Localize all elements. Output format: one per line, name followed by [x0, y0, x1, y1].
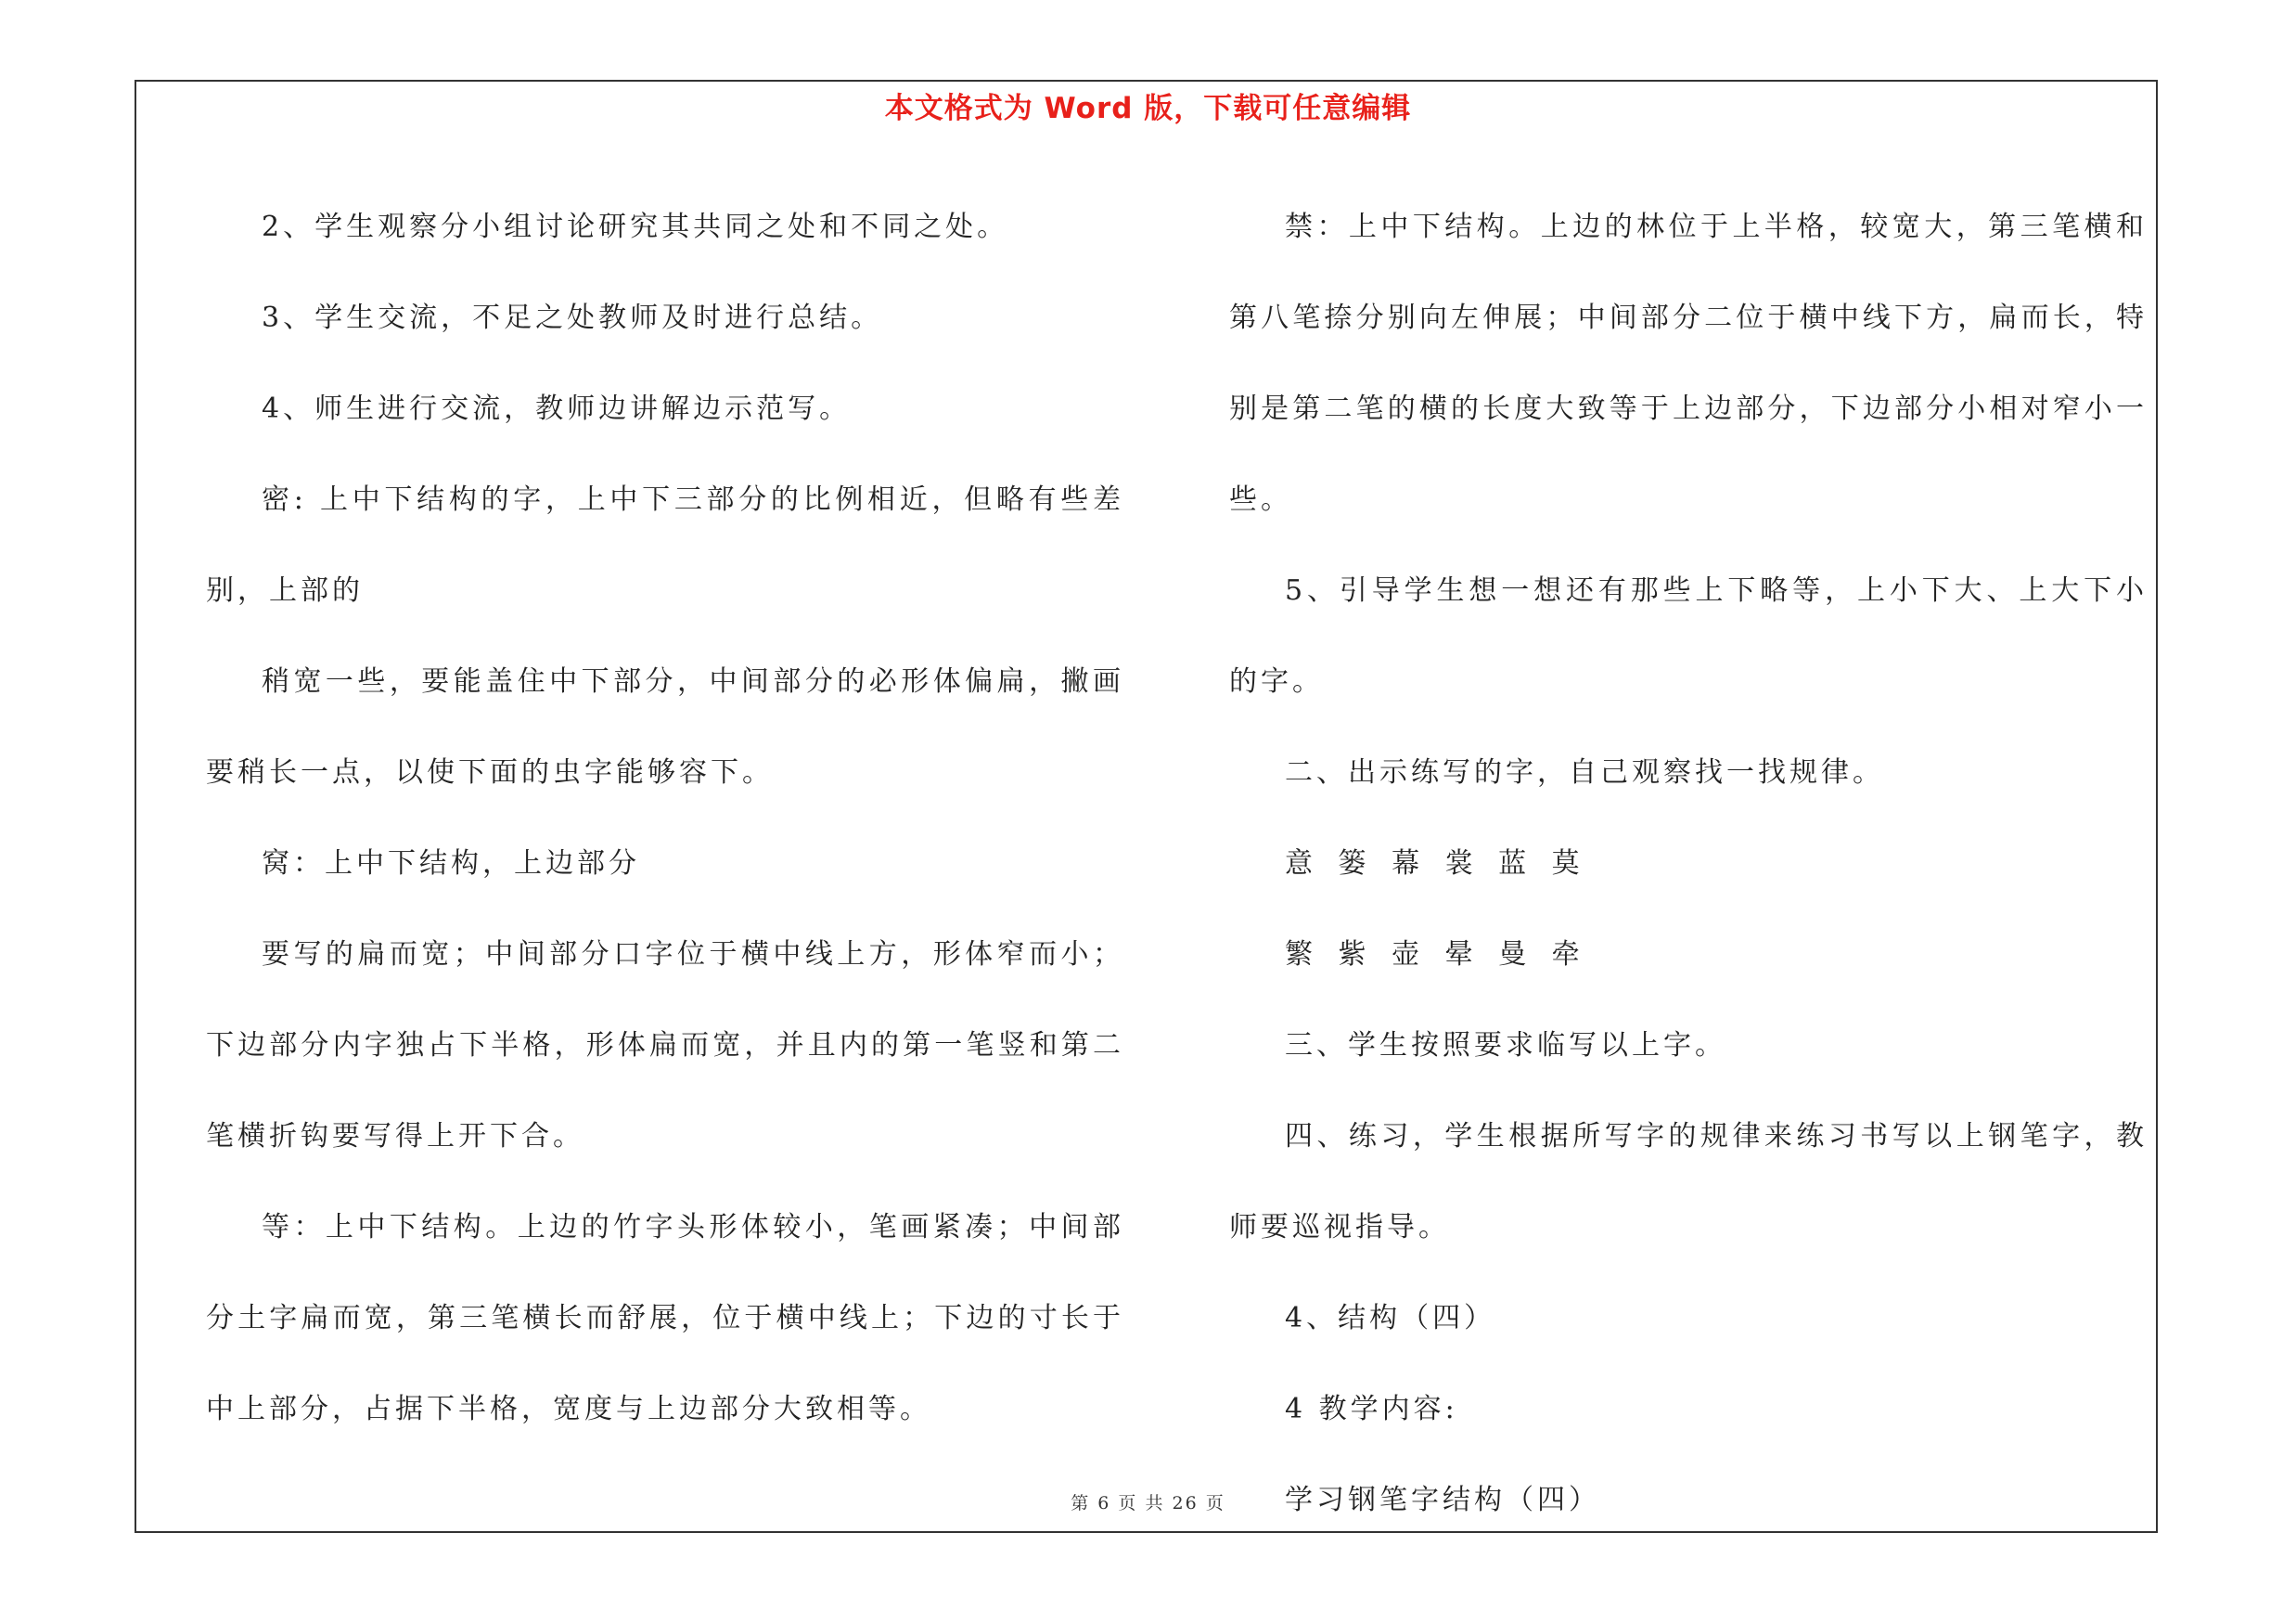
paragraph: 禁：上中下结构。上边的林位于上半格，较宽大，第三笔横和第八笔捺分别向左伸展；中间部分二位于横中线下方，扁而长，特别是第二笔的横的长度大致等于上边部分，下边部分小相对窄小一些。: [1229, 211, 2148, 516]
paragraph: 学习钢笔字结构（四）: [1285, 1484, 1600, 1516]
section-heading: 4、结构（四）: [1285, 1302, 1496, 1334]
paragraph: 三、学生按照要求临写以上字。: [1285, 1029, 1726, 1062]
right-column: [1229, 182, 2148, 1546]
paragraph: 窝：上中下结构，上边部分: [262, 847, 640, 880]
paragraph: 5、引导学生想一想还有那些上下略等，上小下大、上大下小的字。: [1229, 574, 2148, 698]
paragraph: 等：上中下结构。上边的竹字头形体较小，笔画紧凑；中间部分土字扁而宽，第三笔横长而舒展，位于横中线上；下边的寸长于中上部分，占据下半格，宽度与上边部分大致相等。: [206, 1211, 1124, 1425]
left-column: [206, 182, 1124, 1455]
word-format-banner: 本文格式为 Word 版，下载可任意编辑: [884, 92, 1412, 125]
paragraph: 密: 上中下结构的字，上中下三部分的比例相近，但略有些差别，上部的: [206, 483, 1124, 607]
paragraph: 2、学生观察分小组讨论研究其共同之处和不同之处。: [262, 211, 1009, 243]
practice-characters-row: 繁 紫 壶 晕 曼 牵: [1285, 938, 1584, 971]
paragraph: 4 教学内容:: [1285, 1393, 1458, 1425]
practice-characters-row: 意 篓 幕 裳 蓝 莫: [1285, 847, 1584, 880]
page-number: 第 6 页 共 26 页: [1071, 1493, 1225, 1514]
paragraph: 稍宽一些，要能盖住中下部分，中间部分的必形体偏扁，撇画要稍长一点，以使下面的虫字能够容下。: [206, 665, 1124, 789]
paragraph: 要写的扁而宽；中间部分口字位于横中线上方，形体窄而小；下边部分内字独占下半格，形体扁而宽，并且内的第一笔竖和第二笔横折钩要写得上开下合。: [206, 938, 1124, 1153]
paragraph: 四、练习，学生根据所写字的规律来练习书写以上钢笔字，教师要巡视指导。: [1229, 1120, 2148, 1243]
paragraph: 4、师生进行交流，教师边讲解边示范写。: [262, 393, 852, 425]
paragraph: 3、学生交流，不足之处教师及时进行总结。: [262, 302, 883, 334]
paragraph: 二、出示练写的字，自己观察找一找规律。: [1285, 756, 1884, 789]
